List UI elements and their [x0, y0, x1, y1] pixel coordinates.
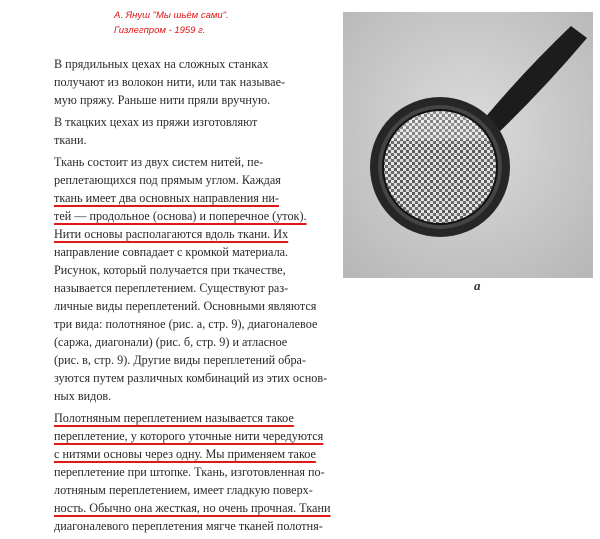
text-line: переплетение при штопке. Ткань, изготовленная по-: [54, 465, 325, 479]
text-line-underlined: тей — продольное (основа) и поперечное (уток).: [54, 209, 307, 223]
text-line: Ткань состоит из двух систем нитей, пе-: [54, 155, 264, 169]
text-line: зуются путем различных комбинаций из этих основ-: [54, 371, 328, 385]
text-line-underlined: с нитями основы через одну. Мы применяем такое: [54, 447, 316, 461]
text-line: направление совпадает с кромкой материала.: [54, 245, 289, 259]
text-line: ткани.: [54, 133, 87, 147]
text-line: (саржа, диагонали) (рис. б, стр. 9) и атласное: [54, 335, 288, 349]
text-line: получают из волокон нити, или так называе-: [54, 75, 286, 89]
text-line-underlined: Полотняным переплетением называется такое: [54, 411, 294, 425]
caption-line-2: Гизлегпром - 1959 г.: [114, 25, 206, 36]
text-line: называется переплетением. Существуют раз-: [54, 281, 289, 295]
caption-line-1: А. Януш "Мы шьём сами".: [114, 10, 229, 21]
text-line: три вида: полотняное (рис. а, стр. 9), диагоналевое: [54, 317, 318, 331]
paragraph-weaving: [40, 113, 358, 149]
fabric-magnifier-photo: [343, 12, 593, 278]
text-line: личные виды переплетений. Основными являются: [54, 299, 317, 313]
text-line: Рисунок, который получается при ткачестве,: [54, 263, 286, 277]
text-line: реплетающихся под прямым углом. Каждая: [54, 173, 281, 187]
figure-label: а: [474, 278, 481, 293]
text-line: (рис. в, стр. 9). Другие виды переплетений обра-: [54, 353, 307, 367]
text-line: лотняным переплетением, имеет гладкую поверх-: [54, 483, 313, 497]
text-line: ных видов.: [54, 389, 112, 403]
magnifier-illustration: [343, 12, 593, 278]
text-line: В прядильных цехах на сложных станках: [54, 57, 269, 71]
text-line-underlined: ность. Обычно она жесткая, но очень прочная. Ткани: [54, 501, 331, 515]
text-line-underlined: ткань имеет два основных направления ни-: [54, 191, 279, 205]
text-line: мую пряжу. Раньше нити пряли вручную.: [54, 93, 271, 107]
paragraph-spinning: [40, 55, 358, 109]
text-line-underlined: Нити основы располагаются вдоль ткани. Их: [54, 227, 289, 241]
paragraph-plain-weave: [40, 409, 358, 535]
source-caption: [114, 8, 314, 38]
text-line: В ткацких цехах из пряжи изготовляют: [54, 115, 258, 129]
text-line: диагоналевого переплетения мягче тканей полотня-: [54, 519, 323, 533]
paragraph-fabric-structure: [40, 153, 358, 405]
text-line-underlined: переплетение, у которого уточные нити чередуются: [54, 429, 324, 443]
book-text: [40, 55, 358, 539]
